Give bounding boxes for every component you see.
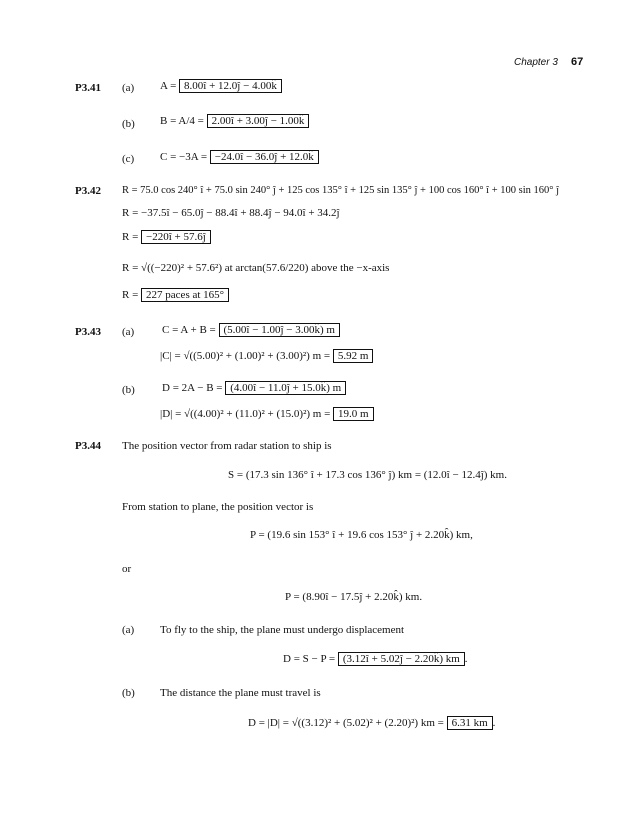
- boxed-answer: 19.0 m: [333, 407, 374, 421]
- boxed-answer: 8.00î + 12.0ĵ − 4.00k̂: [179, 79, 282, 93]
- equation: [160, 115, 309, 127]
- problem-id: P3.44: [75, 440, 101, 452]
- paragraph: To fly to the ship, the plane must undergo displacement: [160, 624, 405, 636]
- paragraph: From station to plane, the position vector is: [122, 501, 314, 513]
- equation-text: R =: [122, 231, 142, 243]
- equation: [122, 231, 211, 243]
- equation-text: |D| = √((4.00)² + (11.0)² + (15.0)²) m =: [160, 408, 334, 420]
- paragraph: The distance the plane must travel is: [160, 687, 321, 699]
- equation-text: A =: [160, 80, 180, 92]
- part-label: (b): [122, 687, 135, 699]
- equation: [160, 151, 319, 163]
- equation: [162, 324, 340, 336]
- equation-text: D = S − P =: [283, 653, 338, 665]
- boxed-answer: (5.00î − 1.00ĵ − 3.00k̂) m: [219, 323, 340, 337]
- part-label: (b): [122, 118, 135, 130]
- boxed-answer: 227 paces at 165°: [141, 288, 229, 302]
- punctuation: .: [492, 717, 496, 729]
- equation: P = (19.6 sin 153° î + 19.6 cos 153° ĵ + 2.20k̂) km,: [250, 529, 473, 541]
- problem-id: P3.42: [75, 185, 101, 197]
- paragraph: The position vector from radar station to ship is: [122, 440, 332, 452]
- equation-text: C = A + B =: [162, 324, 219, 336]
- equation: P = (8.90î − 17.5ĵ + 2.20k̂) km.: [285, 591, 423, 603]
- equation: [248, 717, 495, 729]
- part-label: (a): [122, 82, 135, 94]
- boxed-answer: 2.00î + 3.00ĵ − 1.00k̂: [207, 114, 310, 128]
- problem-id: P3.41: [75, 82, 101, 94]
- boxed-answer: 5.92 m: [333, 349, 374, 363]
- equation: R = 75.0 cos 240° î + 75.0 sin 240° ĵ + 125 cos 135° î + 125 sin 135° ĵ + 100 cos 160° î + 100 sin 160° ĵ: [122, 185, 559, 196]
- part-label: (a): [122, 624, 135, 636]
- problem-id: P3.43: [75, 326, 101, 338]
- boxed-answer: (4.00î − 11.0ĵ + 15.0k̂) m: [225, 381, 346, 395]
- equation: R = √((−220)² + 57.6²) at arctan(57.6/220) above the −x-axis: [122, 262, 390, 274]
- boxed-answer: (3.12î + 5.02ĵ − 2.20k̂) km: [338, 652, 465, 666]
- equation: [162, 382, 346, 394]
- equation: [122, 289, 229, 301]
- page-number: 67: [571, 56, 584, 68]
- equation: [160, 80, 282, 92]
- equation-text: C = −3A =: [160, 151, 210, 163]
- boxed-answer: −220î + 57.6ĵ: [141, 230, 211, 244]
- equation-text: |C| = √((5.00)² + (1.00)² + (3.00)²) m =: [160, 350, 333, 362]
- part-label: (b): [122, 384, 135, 396]
- equation: [160, 350, 373, 362]
- equation-text: D = 2A − B =: [162, 382, 226, 394]
- equation: S = (17.3 sin 136° î + 17.3 cos 136° ĵ) km = (12.0î − 12.4ĵ) km.: [228, 469, 507, 481]
- part-label: (a): [122, 326, 135, 338]
- part-label: (c): [122, 153, 135, 165]
- paragraph: or: [122, 563, 132, 575]
- chapter-label: Chapter 3: [514, 57, 558, 68]
- equation-text: D = |D| = √((3.12)² + (5.02)² + (2.20)²) km =: [248, 717, 447, 729]
- equation-text: R =: [122, 289, 142, 301]
- boxed-answer: −24.0î − 36.0ĵ + 12.0k̂: [210, 150, 319, 164]
- equation-text: B = A/4 =: [160, 115, 207, 127]
- boxed-answer: 6.31 km: [447, 716, 493, 730]
- equation: [283, 653, 468, 665]
- equation: R = −37.5î − 65.0ĵ − 88.4î + 88.4ĵ − 94.0î + 34.2ĵ: [122, 207, 340, 219]
- equation: [160, 408, 374, 420]
- punctuation: .: [464, 653, 468, 665]
